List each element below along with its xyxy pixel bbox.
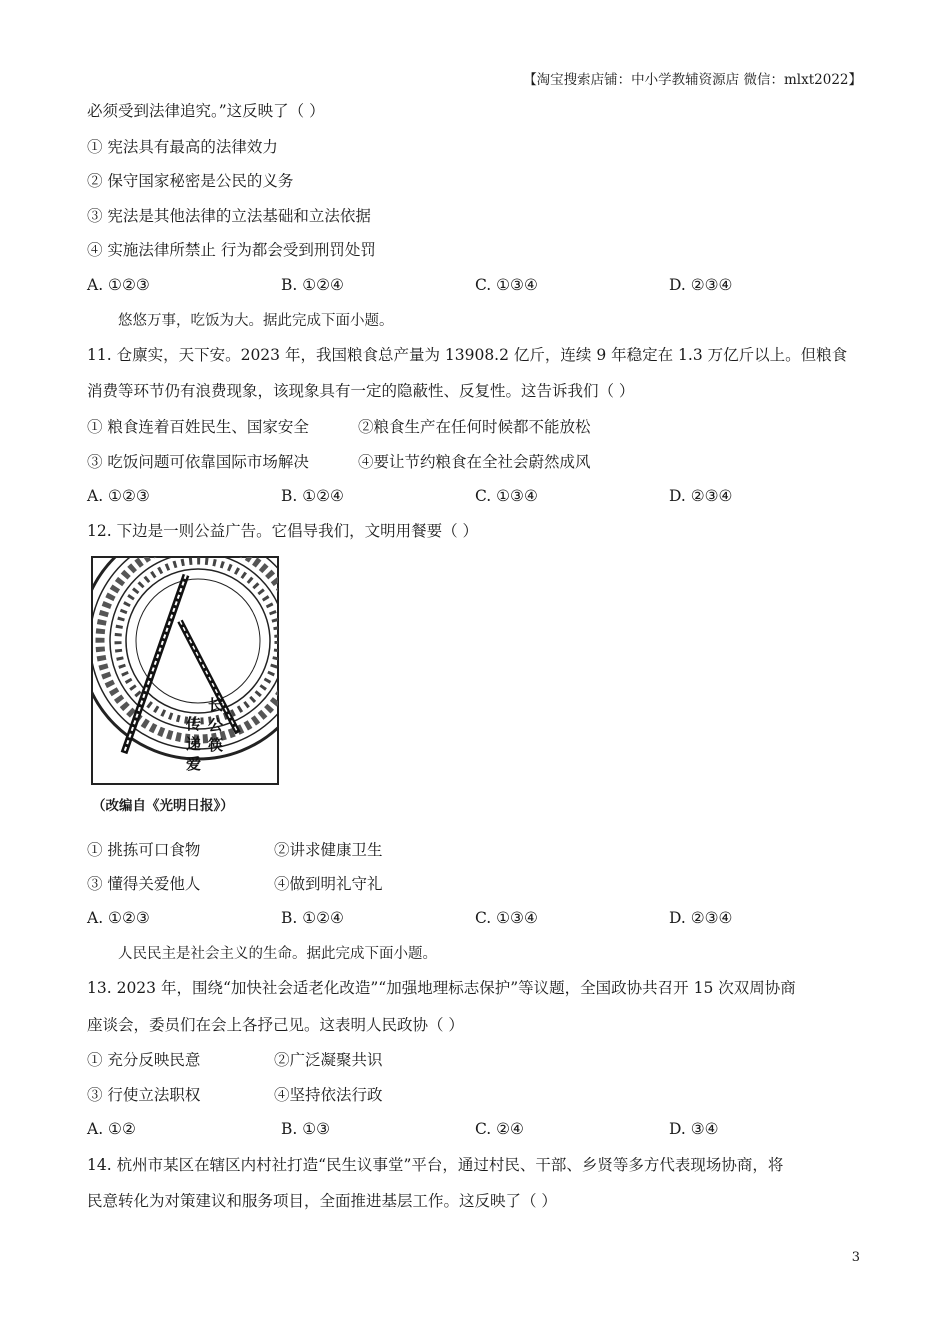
q11-item-3: ③ 吃饭问题可依靠国际市场解决 bbox=[87, 453, 309, 471]
q10-item-4: ④ 实施法律所禁止 行为都会受到刑罚处罚 bbox=[87, 241, 376, 259]
q13-item-4: ④坚持依法行政 bbox=[274, 1086, 383, 1104]
q12-item-3: ③ 懂得关爱他人 bbox=[87, 875, 201, 893]
q14-stem-line2: 民意转化为对策建议和服务项目，全面推进基层工作。这反映了（ ） bbox=[87, 1192, 557, 1210]
figure-caption: （改编自《光明日报》） bbox=[92, 798, 234, 814]
q13-choice-d: D. ③④ bbox=[669, 1120, 719, 1138]
figure-text-char-gong: 公 bbox=[208, 716, 224, 734]
page-number: 3 bbox=[851, 1250, 860, 1265]
q13-item-3: ③ 行使立法职权 bbox=[87, 1086, 201, 1104]
q10-stem-tail: 必须受到法律追究。”这反映了（ ） bbox=[87, 102, 325, 120]
section-intro-democracy: 人民民主是社会主义的生命。据此完成下面小题。 bbox=[118, 946, 437, 962]
q11-item-1: ① 粮食连着百姓民生、国家安全 bbox=[87, 418, 309, 436]
q12-item-1: ① 挑拣可口食物 bbox=[87, 841, 201, 859]
q12-item-2: ②讲求健康卫生 bbox=[274, 841, 383, 859]
q10-choice-c: C. ①③④ bbox=[475, 276, 538, 294]
section-intro-food: 悠悠万事，吃饭为大。据此完成下面小题。 bbox=[118, 313, 394, 329]
q11-item-4: ④要让节约粮食在全社会蔚然成风 bbox=[358, 453, 591, 471]
q12-choice-d: D. ②③④ bbox=[669, 909, 733, 927]
public-service-ad-image bbox=[88, 553, 282, 788]
q12-stem: 12. 下边是一则公益广告。它倡导我们，文明用餐要（ ） bbox=[87, 522, 479, 540]
q10-item-3: ③ 宪法是其他法律的立法基础和立法依据 bbox=[87, 207, 371, 225]
q13-choice-c: C. ②④ bbox=[475, 1120, 524, 1138]
q10-item-1: ① 宪法具有最高的法律效力 bbox=[87, 138, 278, 156]
figure-text-char-kuai: 筷 bbox=[208, 736, 224, 754]
q13-stem-line2: 座谈会，委员们在会上各抒己见。这表明人民政协（ ） bbox=[87, 1016, 464, 1034]
figure-text-char-ai: 爱 bbox=[186, 755, 202, 773]
q13-choice-a: A. ①② bbox=[87, 1120, 136, 1138]
q11-stem-line2: 消费等环节仍有浪费现象，该现象具有一定的隐蔽性、反复性。这告诉我们（ ） bbox=[87, 382, 635, 400]
q12-choice-b: B. ①②④ bbox=[281, 909, 344, 927]
q12-item-4: ④做到明礼守礼 bbox=[274, 875, 383, 893]
q11-choice-b: B. ①②④ bbox=[281, 487, 344, 505]
q13-stem-line1: 13. 2023 年，围绕“加快社会适老化改造”“加强地理标志保护”等议题，全国政协共召开 15 次双周协商 bbox=[87, 979, 796, 997]
q11-choice-d: D. ②③④ bbox=[669, 487, 733, 505]
q12-choice-c: C. ①③④ bbox=[475, 909, 538, 927]
q10-choice-b: B. ①②④ bbox=[281, 276, 344, 294]
q12-choice-a: A. ①②③ bbox=[87, 909, 150, 927]
figure-text-char-di: 递 bbox=[186, 735, 202, 753]
q13-choice-b: B. ①③ bbox=[281, 1120, 331, 1138]
q10-item-2: ② 保守国家秘密是公民的义务 bbox=[87, 172, 294, 190]
q13-item-1: ① 充分反映民意 bbox=[87, 1051, 201, 1069]
q10-choice-d: D. ②③④ bbox=[669, 276, 733, 294]
q11-item-2: ②粮食生产在任何时候都不能放松 bbox=[358, 418, 591, 436]
figure-text-char-chuan: 传 bbox=[186, 715, 202, 733]
page-header: 【淘宝搜索店铺：中小学教辅资源店 微信：mlxt2022】 bbox=[523, 72, 862, 88]
q11-choice-c: C. ①③④ bbox=[475, 487, 538, 505]
q11-stem-line1: 11. 仓廪实，天下安。2023 年，我国粮食总产量为 13908.2 亿斤，连续 9 年稳定在 1.3 万亿斤以上。但粮食 bbox=[87, 346, 848, 364]
q14-stem-line1: 14. 杭州市某区在辖区内村社打造“民生议事堂”平台，通过村民、干部、乡贤等多方代表现场协商，将 bbox=[87, 1156, 784, 1174]
q10-choice-a: A. ①②③ bbox=[87, 276, 150, 294]
q11-choice-a: A. ①②③ bbox=[87, 487, 150, 505]
q13-item-2: ②广泛凝聚共识 bbox=[274, 1051, 383, 1069]
figure-text-char-chang: 长 bbox=[208, 696, 224, 714]
